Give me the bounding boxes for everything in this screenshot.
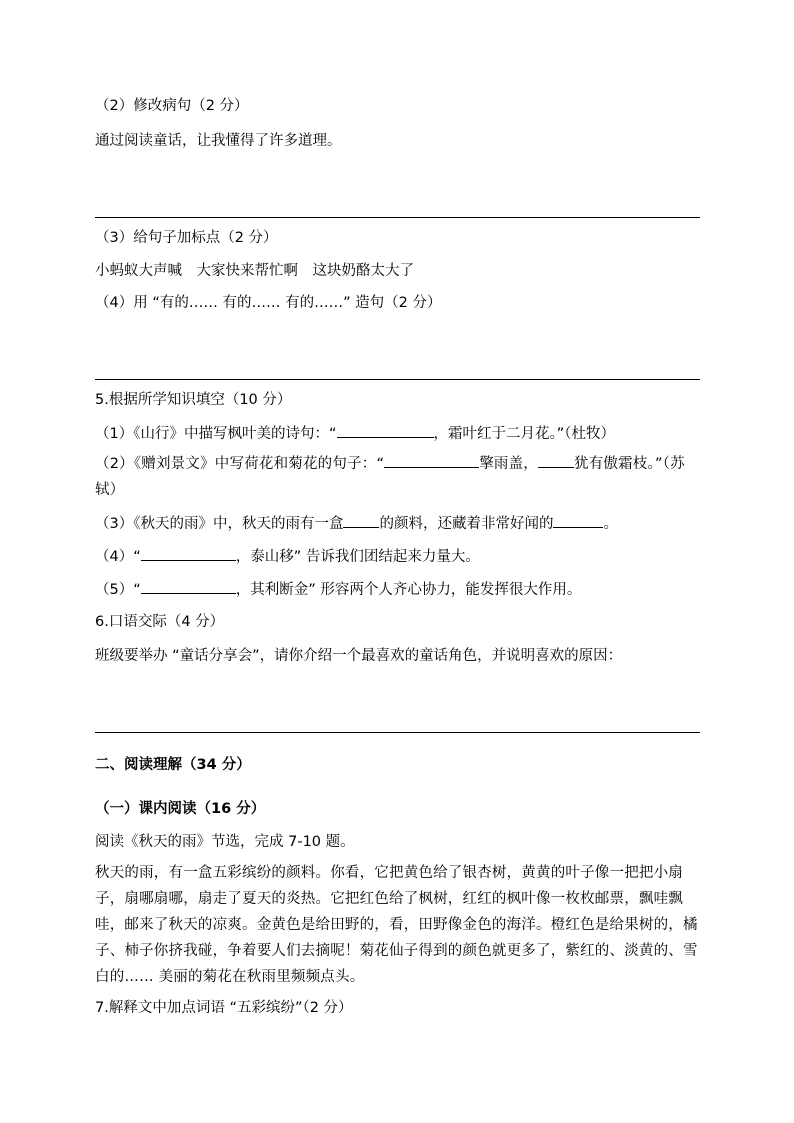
q6-prompt: 班级要举办 “童话分享会”，请你介绍一个最喜欢的童话角色，并说明喜欢的原因： [95,648,623,664]
q4-2-sentence: 通过阅读童话，让我懂得了许多道理。 [95,133,342,149]
q6-title: 6.口语交际（4 分） [95,614,225,630]
q4-3-sentence: 小蚂蚁大声喊 大家快来帮忙啊 这块奶酪太大了 [95,263,414,279]
fill-blank[interactable] [384,453,479,468]
q4-2-title: （2）修改病句（2 分） [95,98,249,114]
q5-item-3-text: 的颜料，还藏着非常好闻的 [379,516,554,532]
q5-item-1-text: ，霜叶红于二月花。”（杜牧） [433,426,616,442]
answer-line [95,217,700,218]
answer-line [95,379,700,380]
q5-item-4-text: ，泰山移” 告诉我们团结起来力量大。 [235,549,480,565]
fill-blank[interactable] [343,513,379,528]
q4-3-title: （3）给句子加标点（2 分） [95,230,278,246]
q5-item-5-text: （5）“ [95,582,141,598]
q5-title: 5.根据所学知识填空（10 分） [95,392,292,408]
q5-item-3-text: （3）《秋天的雨》中，秋天的雨有一盒 [95,516,344,532]
reading-instruction: 阅读《秋天的雨》节选，完成 7-10 题。 [95,834,355,850]
section-heading: 二、阅读理解（34 分） [95,757,251,773]
q7-title: 7.解释文中加点词语 “五彩缤纷”（2 分） [95,1000,353,1016]
fill-blank[interactable] [141,579,236,594]
q5-item-4-text: （4）“ [95,549,141,565]
q5-item-4 [95,546,703,567]
fill-blank[interactable] [337,423,434,438]
q5-item-1-text: （1）《山行》中描写枫叶美的诗句：“ [95,426,337,442]
q4-4-title: （4）用 “有的…… 有的…… 有的……” 造句（2 分） [95,295,442,311]
fill-blank[interactable] [141,546,236,561]
answer-line [95,732,700,733]
q5-item-2-text: 擎雨盖， [479,456,538,472]
sub-heading: （一）课内阅读（16 分） [95,801,266,817]
q5-item-2-text: 犹有傲霜枝。”（苏轼） [95,456,685,498]
q5-item-2 [95,451,705,503]
q5-item-2-text: （2）《赠刘景文》中写荷花和菊花的句子：“ [95,456,385,472]
q5-item-3 [95,513,703,534]
q5-item-5-text: ，其利断金” 形容两个人齐心协力，能发挥很大作用。 [235,582,582,598]
reading-passage: 秋天的雨，有一盒五彩缤纷的颜料。你看，它把黄色给了银杏树，黄黄的叶子像一把把小扇子，扇哪扇哪，扇走了夏天的炎热。它把红色给了枫树，红红的枫叶像一枚枚邮票，飘哇飘哇，邮来了秋天的凉爽。金黄色是给田野的，看，田野像金色的海洋。橙红色是给果树的，橘子、柿子你挤我碰，争着要人们去摘呢！菊花仙子得到的颜色就更多了，紫红的、淡黄的、雪白的…… 美丽的菊花在秋雨里频频点头。 [95,865,698,985]
q5-item-3-text: 。 [603,516,618,532]
fill-blank[interactable] [553,513,603,528]
q5-item-1 [95,423,703,444]
fill-blank[interactable] [538,453,574,468]
q5-item-5 [95,579,703,600]
